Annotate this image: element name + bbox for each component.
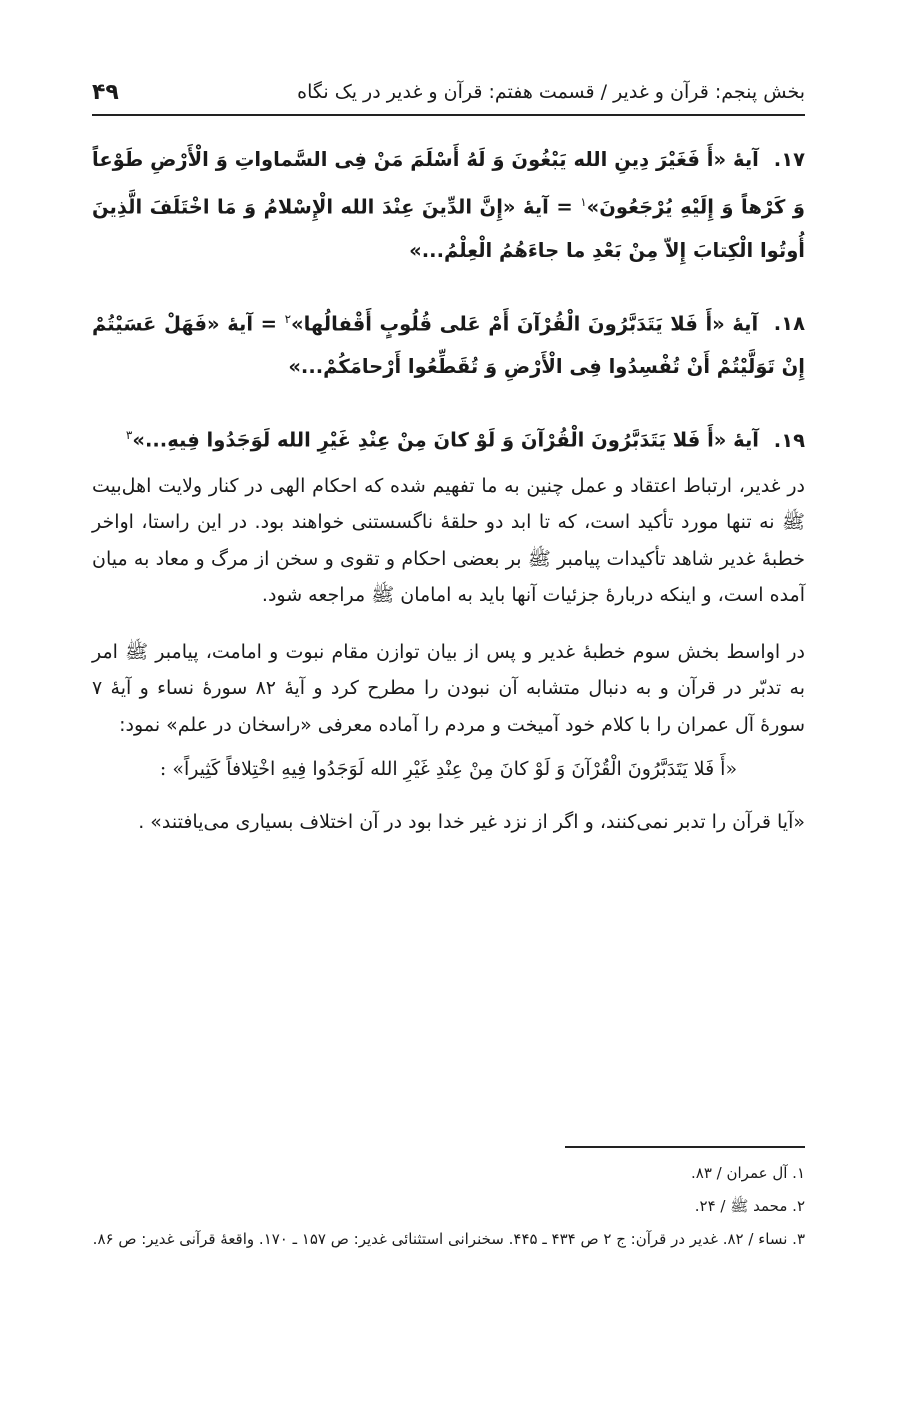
verse-number: ۱۸.	[773, 312, 805, 335]
footnote-ref[interactable]: ۱	[580, 195, 587, 209]
verse-number: ۱۷.	[773, 148, 805, 171]
verse-text-continued: = آیهٔ «فَهَلْ عَسَیْتُمْ إِنْ تَوَلَّیْتُمْ أَنْ تُفْسِدُوا فِی الْأَرْضِ وَ تُقَطِّعُوا أَرْحامَکُمْ...»	[92, 312, 805, 378]
verse-text: آیهٔ «أَ فَلا یَتَدَبَّرُونَ الْقُرْآنَ وَ لَوْ کانَ مِنْ عِنْدِ غَیْرِ الله لَوَجَدُوا فِیهِ...»	[132, 428, 759, 452]
verse-item-18	[92, 298, 805, 389]
footnote-divider	[565, 1146, 805, 1148]
body-paragraph: در غدیر، ارتباط اعتقاد و عمل چنین به ما تفهیم شده که احکام الهی در کنار ولایت اهل‌بیت ﷺ نه تنها مورد تأکید است، که تا ابد دو حلقهٔ ناگسستنی خواهند بود. در این راستا، اواخر خطبهٔ غدیر شاهد تأکیدات پیامبر ﷺ بر بعضی احکام و تقوی و سخن از مرگ و معاد به میان آمده است، و اینکه دربارهٔ جزئیات آنها باید به امامان ﷺ مراجعه شود.	[92, 474, 805, 606]
page-header	[92, 70, 805, 116]
footnote-2: ۲. محمد ﷺ / ۲۴.	[694, 1197, 805, 1215]
verse-text-continued: = آیهٔ «إِنَّ الدِّینَ عِنْدَ الله الْإِسْلامُ وَ مَا اخْتَلَفَ الَّذِینَ أُوتُوا الْکِتابَ إِلاّ مِنْ بَعْدِ ما جاءَهُمُ الْعِلْمُ...»	[92, 195, 805, 262]
footnote-3: ۳. نساء / ۸۲. غدیر در قرآن: ج ۲ ص ۴۳۴ ـ ۴۴۵. سخنرانی استثنائی غدیر: ص ۱۵۷ ـ ۱۷۰. واقعهٔ قرآنی غدیر: ص ۸۶.	[92, 1230, 805, 1248]
page-content	[92, 138, 805, 841]
verse-text: آیهٔ «أَ فَلا یَتَدَبَّرُونَ الْقُرْآنَ أَمْ عَلى قُلُوبٍ أَقْفالُها»	[291, 312, 759, 335]
page-number: ۴۹	[92, 79, 119, 105]
verse-item-17	[92, 138, 805, 272]
verse-item-19	[92, 414, 805, 462]
verse-number: ۱۹.	[773, 428, 805, 452]
footnote-1: ۱. آل عمران / ۸۳.	[690, 1164, 805, 1182]
verse-text: آیهٔ «أَ فَغَیْرَ دِینِ الله یَبْغُونَ وَ لَهُ أَسْلَمَ مَنْ فِی السَّماواتِ وَ الْأَرْضِ طَوْعاً وَ کَرْهاً وَ إِلَیْهِ یُرْجَعُونَ»	[92, 148, 806, 219]
running-header-title: بخش پنجم: قرآن و غدیر / قسمت هفتم: قرآن و غدیر در یک نگاه	[297, 81, 805, 103]
body-paragraph: در اواسط بخش سوم خطبهٔ غدیر و پس از بیان توازن مقام نبوت و امامت، پیامبر ﷺ امر به تدبّر در قرآن و به دنبال متشابه آن نبودن را مطرح کرد و آیهٔ ۸۲ سورهٔ نساء و آیهٔ ۷ سورهٔ آل عمران را با کلام خود آمیخت و مردم را آماده معرفی «راسخان در علم» نمود:	[92, 640, 805, 736]
footnote-ref[interactable]: ۲	[284, 311, 292, 326]
quoted-verse: «أَ فَلا یَتَدَبَّرُونَ الْقُرْآنَ وَ لَوْ کانَ مِنْ عِنْدِ غَیْرِ الله لَوَجَدُوا فِیهِ اخْتِلافاً کَثِیراً» :	[159, 758, 738, 780]
verse-translation: «آیا قرآن را تدبر نمی‌کنند، و اگر از نزد غیر خدا بود در آن اختلاف بسیاری می‌یافتند» .	[138, 811, 805, 833]
footnotes	[92, 1160, 805, 1259]
footnote-ref[interactable]: ۳	[125, 428, 133, 442]
